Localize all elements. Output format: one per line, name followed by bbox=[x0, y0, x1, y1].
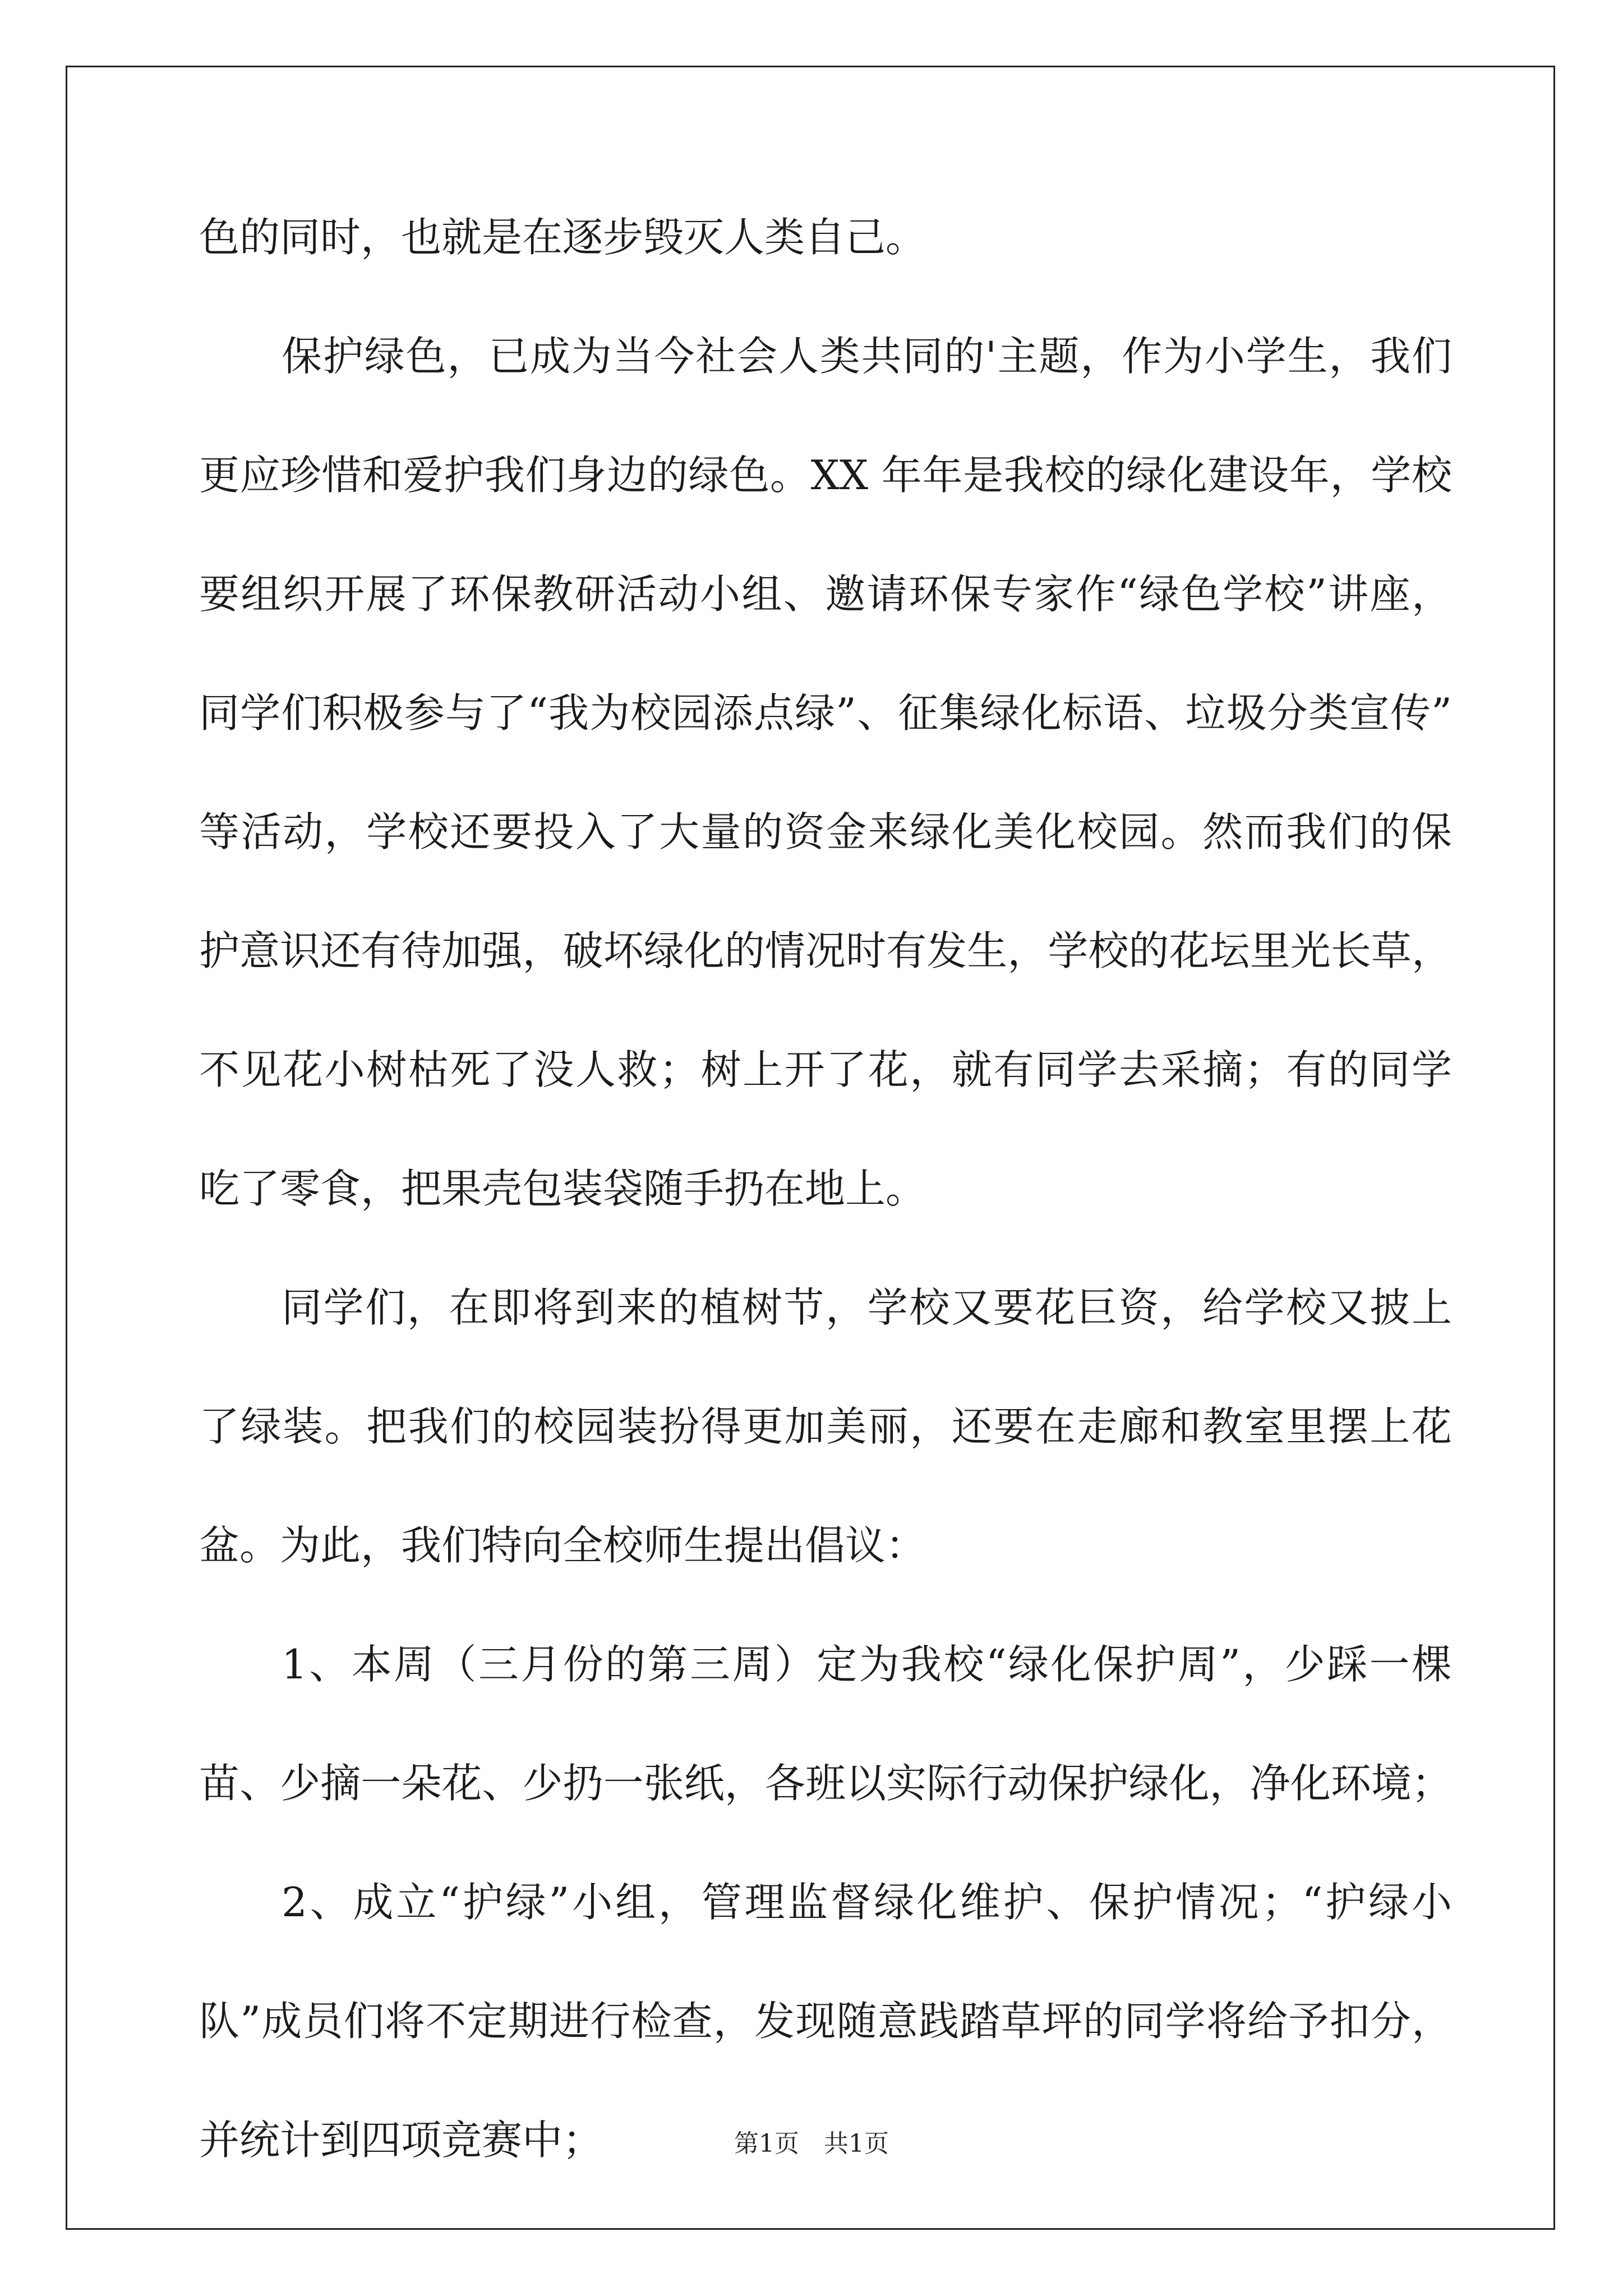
text-line: 不见花小树枯死了没人救；树上开了花，就有同学去采摘；有的同学 bbox=[199, 1046, 1452, 1093]
paragraph-first-line: 同学们，在即将到来的植树节，学校又要花巨资，给学校又披上 bbox=[282, 1284, 1452, 1331]
text-line: 护意识还有待加强，破坏绿化的情况时有发生，学校的花坛里光长草， bbox=[199, 927, 1452, 974]
text-line: 等活动，学校还要投入了大量的资金来绿化美化校园。然而我们的保 bbox=[199, 808, 1452, 855]
text-line: 并统计到四项竞赛中； bbox=[199, 2116, 603, 2164]
text-line: 更应珍惜和爱护我们身边的绿色。XX 年年是我校的绿化建设年，学校 bbox=[199, 452, 1452, 499]
text-line: 吃了零食，把果壳包装袋随手扔在地上。 bbox=[199, 1165, 926, 1212]
page-number: 第1页 共1页 bbox=[734, 2129, 889, 2158]
text-line: 盆。为此，我们特向全校师生提出倡议： bbox=[199, 1522, 926, 1569]
paragraph-first-line: 2、成立“护绿”小组，管理监督绿化维护、保护情况；“护绿小 bbox=[282, 1879, 1452, 1926]
text-line: 队”成员们将不定期进行检查，发现随意践踏草坪的同学将给予扣分， bbox=[199, 1998, 1452, 2045]
text-line: 苗、少摘一朵花、少扔一张纸，各班以实际行动保护绿化，净化环境； bbox=[199, 1760, 1452, 1807]
paragraph-first-line: 1、本周（三月份的第三周）定为我校“绿化保护周”，少踩一棵 bbox=[282, 1641, 1452, 1688]
text-line: 色的同时，也就是在逐步毁灭人类自己。 bbox=[199, 214, 926, 261]
paragraph-first-line: 保护绿色，已成为当今社会人类共同的'主题，作为小学生，我们 bbox=[282, 333, 1452, 380]
text-line: 同学们积极参与了“我为校园添点绿”、征集绿化标语、垃圾分类宣传” bbox=[199, 689, 1452, 737]
text-line: 了绿装。把我们的校园装扮得更加美丽，还要在走廊和教室里摆上花 bbox=[199, 1403, 1452, 1450]
text-line: 要组织开展了环保教研活动小组、邀请环保专家作“绿色学校”讲座， bbox=[199, 570, 1452, 618]
